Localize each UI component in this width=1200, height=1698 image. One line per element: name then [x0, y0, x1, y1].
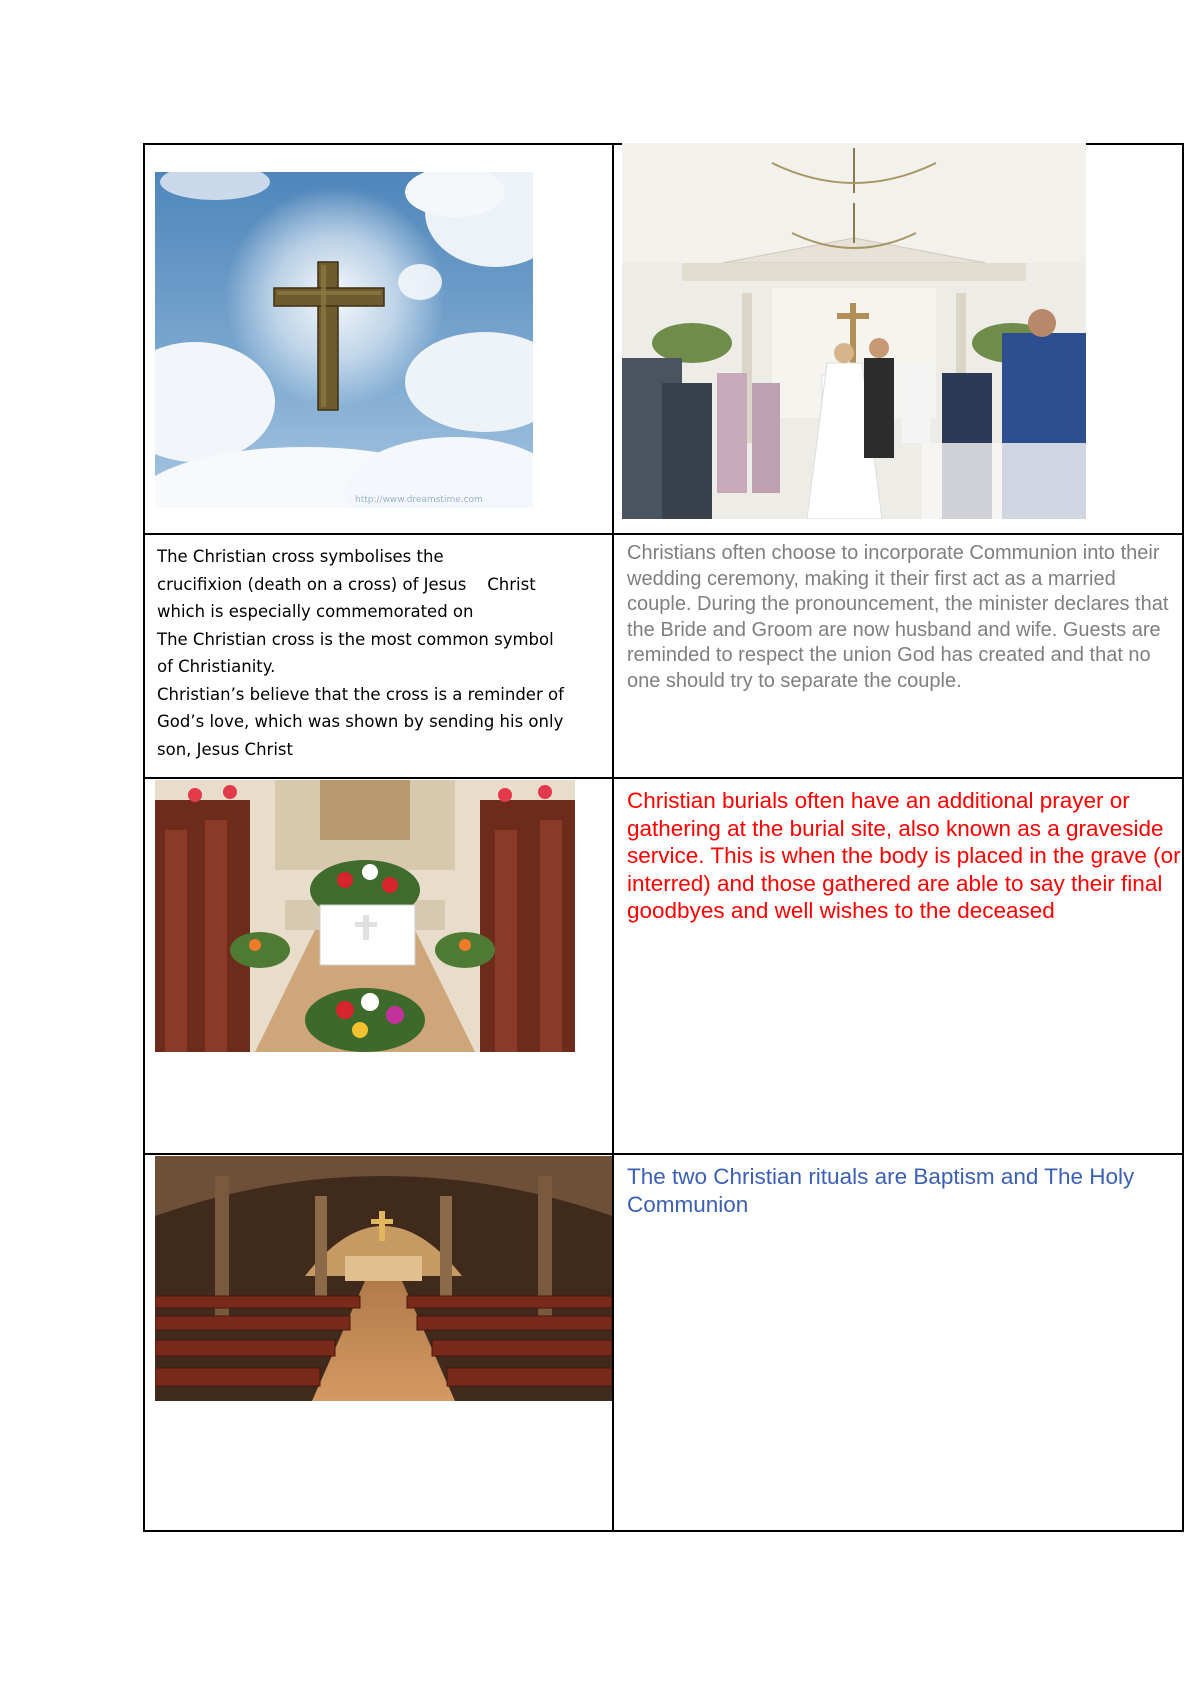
- row-divider-3: [143, 1153, 1184, 1155]
- funeral-casket-image: [155, 780, 575, 1052]
- cross-in-sky-image: [155, 172, 533, 508]
- row-divider-1: [143, 533, 1184, 535]
- church-wedding-icon: [622, 143, 1086, 519]
- text-line: son, Jesus Christ: [157, 739, 293, 759]
- burial-description: Christian burials often have an additional prayer or gathering at the burial site, also known as a graveside service. This is when the body is placed in the grave (or interred) and those gathered are able to say their final goodbyes and well wishes to the deceased: [627, 788, 1181, 923]
- row-divider-2: [143, 777, 1184, 779]
- text-line: The Christian cross is the most common symbol: [157, 629, 554, 649]
- rituals-description: The two Christian rituals are Baptism and The Holy Communion: [627, 1164, 1135, 1217]
- image-watermark: http://www.dreamstime.com: [355, 495, 483, 505]
- wedding-description: Christians often choose to incorporate Communion into their wedding ceremony, making it their first act as a married couple. During the pronouncement, the minister declares that the Bride and Groom are now husband and wife. Guests are reminded to respect the union God has created and that no one should try to separate the couple.: [627, 542, 1169, 692]
- church-interior-icon: [155, 1156, 612, 1401]
- text-line: God’s love, which was shown by sending his only: [157, 712, 564, 731]
- church-wedding-image: [622, 143, 1086, 519]
- text-line: of Christianity.: [157, 657, 276, 676]
- table-border-left: [143, 143, 145, 1532]
- column-divider: [612, 143, 614, 1532]
- text-line: crucifixion (death on a cross) of Jesus Christ: [157, 574, 536, 594]
- table-border-bottom: [143, 1530, 1184, 1532]
- funeral-casket-icon: [155, 780, 575, 1052]
- text-line: The Christian cross symbolises the: [157, 547, 444, 566]
- church-interior-image: [155, 1156, 612, 1401]
- table-border-right: [1182, 143, 1184, 1532]
- cross-description: [157, 543, 607, 763]
- text-line: Christian’s believe that the cross is a reminder of: [157, 684, 564, 704]
- cross-in-sky-icon: [155, 172, 533, 508]
- text-line: which is especially commemorated on: [157, 602, 474, 621]
